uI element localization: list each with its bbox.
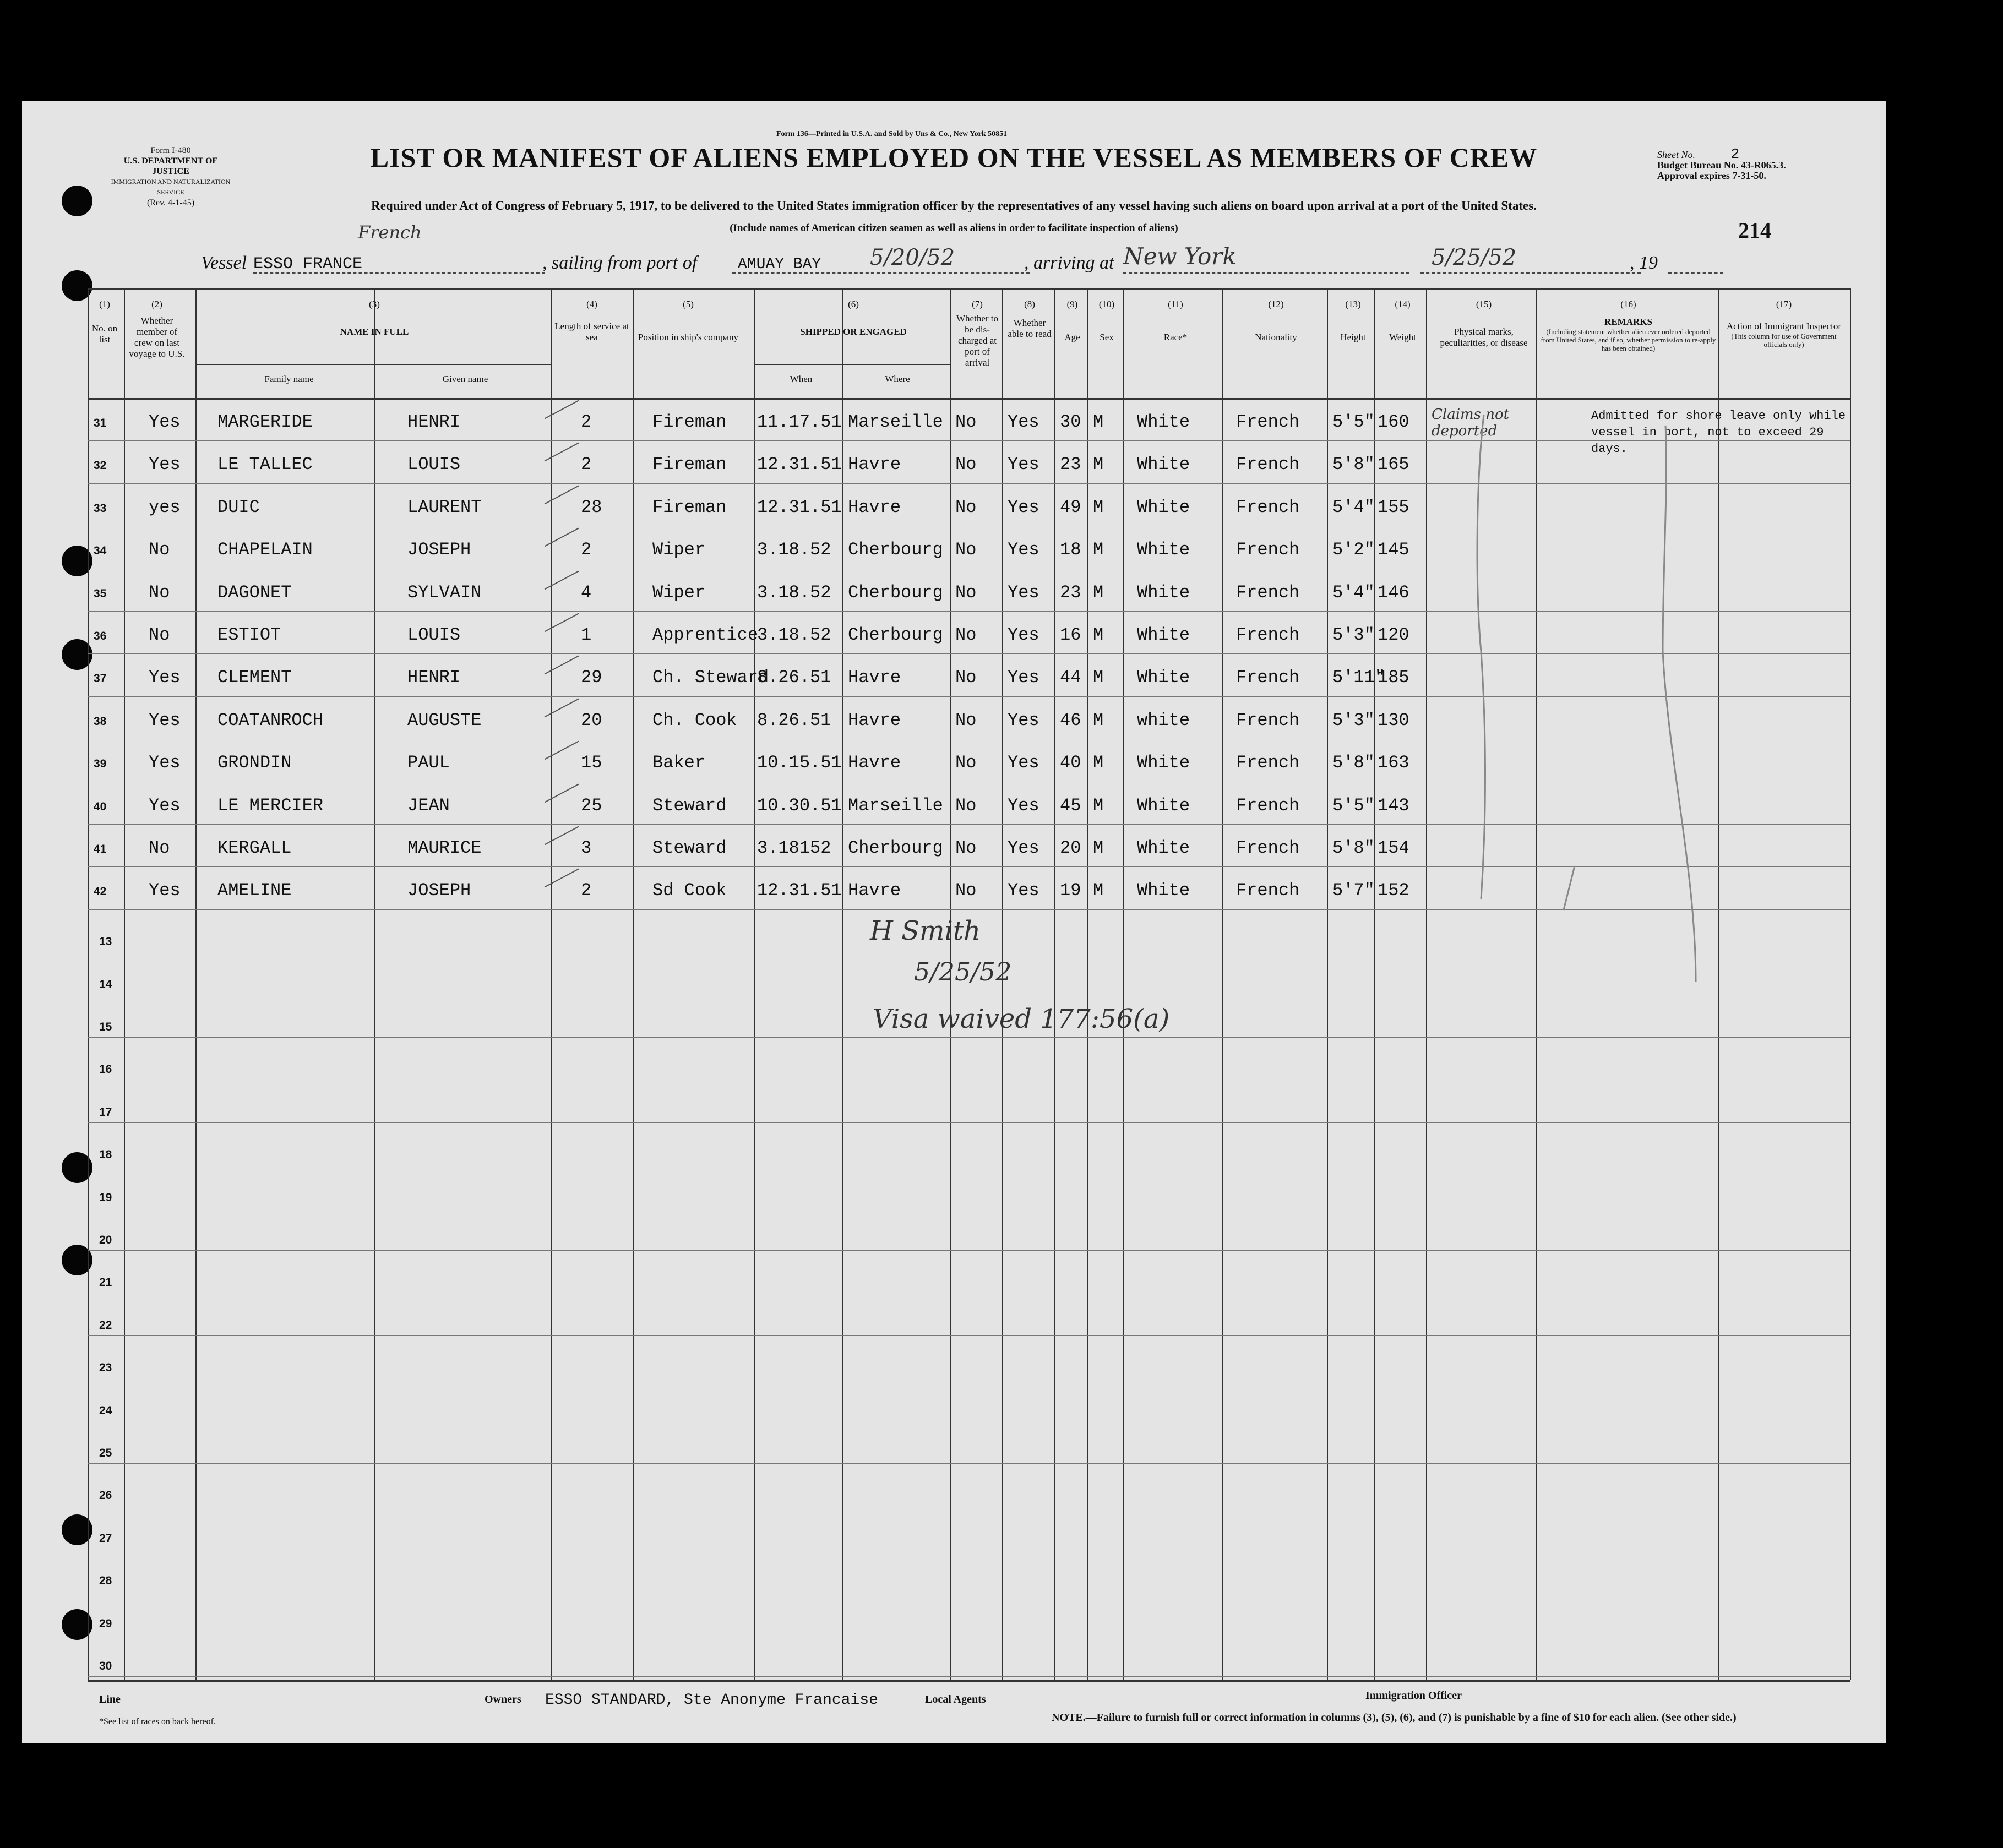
cell-family-name: ESTIOT	[217, 625, 281, 645]
cell-discharged: No	[955, 753, 977, 773]
remarks-text: Admitted for shore leave only while vessel in port, not to exceed 29 days.	[1591, 409, 1846, 456]
cell-prev-voyage: No	[149, 582, 170, 603]
row-number: 17	[99, 1106, 112, 1119]
cell-able-to-read: Yes	[1008, 454, 1039, 475]
row-number: 42	[94, 885, 107, 898]
cell-shipped-where: Havre	[848, 753, 901, 773]
col-9-number: (9)	[1066, 299, 1078, 309]
cell-discharged: No	[955, 497, 977, 517]
cell-position: Ch. Cook	[652, 710, 737, 731]
col-14-label: Weight	[1389, 332, 1416, 342]
footer-agents-label: Local Agents	[925, 1693, 986, 1705]
cell-race: White	[1137, 625, 1190, 645]
cell-race: White	[1137, 880, 1190, 901]
col-14-number: (14)	[1395, 299, 1411, 309]
cell-weight: 130	[1378, 710, 1409, 731]
footer-owners-value: ESSO STANDARD, Ste Anonyme Francaise	[545, 1692, 878, 1709]
cell-nationality: French	[1236, 582, 1300, 603]
col-1-number: (1)	[99, 299, 110, 309]
cell-shipped-when: 12.31.51	[757, 880, 842, 901]
signature-date: 5/25/52	[914, 957, 1012, 986]
row-number: 25	[99, 1447, 112, 1459]
cell-discharged: No	[955, 412, 977, 432]
given-name-header: Given name	[442, 374, 488, 384]
budget-bureau: Budget Bureau No. 43-R065.3.	[1657, 160, 1786, 171]
cell-discharged: No	[955, 454, 977, 475]
cell-service-length: 4	[581, 582, 592, 603]
cell-prev-voyage: Yes	[149, 710, 181, 731]
cell-race: White	[1137, 838, 1190, 858]
cell-shipped-where: Cherbourg	[848, 539, 943, 560]
year-label: , 19	[1630, 253, 1658, 273]
cell-service-length: 2	[581, 880, 592, 901]
form-id: Form I-480	[150, 146, 191, 155]
cell-prev-voyage: No	[149, 539, 170, 560]
cell-weight: 143	[1378, 795, 1409, 816]
arrival-date: 5/25/52	[1432, 245, 1517, 270]
revision: (Rev. 4-1-45)	[146, 198, 195, 208]
cell-sex: M	[1093, 753, 1104, 773]
cell-height: 5'4"	[1332, 582, 1375, 603]
cell-sex: M	[1093, 412, 1104, 432]
cell-prev-voyage: Yes	[149, 753, 181, 773]
col-2-label: Whether member of crew on last voyage to U.S.	[129, 315, 185, 359]
cell-sex: M	[1093, 582, 1104, 603]
cell-shipped-when: 10.30.51	[757, 795, 842, 816]
col-17-label: Action of Immigrant Inspector	[1726, 321, 1842, 331]
cell-age: 19	[1060, 880, 1081, 901]
col-9-label: Age	[1064, 332, 1080, 342]
row-number: 27	[99, 1532, 112, 1545]
cell-shipped-when: 12.31.51	[757, 454, 842, 475]
col-8-number: (8)	[1024, 299, 1035, 309]
cell-service-length: 20	[581, 710, 602, 731]
stamp-number: 214	[1738, 218, 1771, 243]
cell-position: Ch. Steward	[652, 667, 769, 688]
col-10-number: (10)	[1098, 299, 1115, 309]
cell-shipped-when: 11.17.51	[757, 412, 842, 432]
footer-note: NOTE.—Failure to furnish full or correct information in columns (3), (5), (6), and (7) is punishable by a fine of $10 for each alien. (See other side.)	[1052, 1711, 1737, 1724]
row-number: 36	[94, 630, 107, 642]
cell-weight: 146	[1378, 582, 1409, 603]
cell-able-to-read: Yes	[1008, 710, 1039, 731]
cell-given-name: LOUIS	[407, 625, 461, 645]
cell-given-name: AUGUSTE	[407, 710, 482, 731]
col-15-label: Physical marks, peculiarities, or disease	[1440, 326, 1528, 348]
col-15-number: (15)	[1476, 299, 1492, 309]
cell-age: 16	[1060, 625, 1081, 645]
row-number: 34	[94, 544, 107, 557]
cell-prev-voyage: Yes	[149, 412, 181, 432]
row-number: 28	[99, 1574, 112, 1587]
col-10-label: Sex	[1100, 332, 1114, 342]
cell-service-length: 28	[581, 497, 602, 517]
sailing-port: AMUAY BAY	[738, 256, 821, 273]
row-number: 15	[99, 1021, 112, 1033]
cell-family-name: CLEMENT	[217, 667, 292, 688]
cell-family-name: DAGONET	[217, 582, 292, 603]
cell-nationality: French	[1236, 497, 1300, 517]
row-number: 14	[99, 978, 112, 991]
cell-able-to-read: Yes	[1008, 582, 1039, 603]
cell-service-length: 29	[581, 667, 602, 688]
cell-sex: M	[1093, 497, 1104, 517]
cell-able-to-read: Yes	[1008, 795, 1039, 816]
col-12-number: (12)	[1268, 299, 1284, 309]
vessel-hand-note: French	[358, 222, 422, 243]
cell-able-to-read: Yes	[1008, 838, 1039, 858]
cell-age: 20	[1060, 838, 1081, 858]
cell-position: Baker	[652, 753, 706, 773]
cell-given-name: MAURICE	[407, 838, 482, 858]
sailing-date: 5/20/52	[870, 245, 955, 270]
cell-sex: M	[1093, 795, 1104, 816]
cell-nationality: French	[1236, 795, 1300, 816]
cell-position: Fireman	[652, 454, 727, 475]
cell-age: 18	[1060, 539, 1081, 560]
col-3-number: (3)	[369, 299, 380, 309]
col-11-label: Race*	[1163, 332, 1188, 342]
col-17-number: (17)	[1776, 299, 1792, 309]
cell-position: Fireman	[652, 497, 727, 517]
cell-weight: 120	[1378, 625, 1409, 645]
col-4-number: (4)	[586, 299, 597, 309]
col-16-note: (Including statement whether alien ever ordered deported from United States, and if so, whether permission to re-apply has been obtained)	[1541, 328, 1716, 352]
cell-able-to-read: Yes	[1008, 753, 1039, 773]
cell-position: Wiper	[652, 582, 706, 603]
vessel-name: ESSO FRANCE	[253, 255, 363, 274]
cell-prev-voyage: yes	[149, 497, 181, 517]
sheet-label: Sheet No.	[1657, 149, 1695, 160]
cell-given-name: PAUL	[407, 753, 450, 773]
cell-family-name: AMELINE	[217, 880, 292, 901]
form-note: (Include names of American citizen seamen as well as aliens in order to facilitate inspection of aliens)	[730, 222, 1178, 234]
cell-given-name: JOSEPH	[407, 880, 471, 901]
row-number: 22	[99, 1319, 112, 1332]
cell-height: 5'4"	[1332, 497, 1375, 517]
cell-discharged: No	[955, 582, 977, 603]
cell-given-name: JEAN	[407, 795, 450, 816]
cell-nationality: French	[1236, 454, 1300, 475]
row-number: 30	[99, 1660, 112, 1672]
cell-prev-voyage: Yes	[149, 880, 181, 901]
row-number: 37	[94, 672, 107, 685]
manifest-sheet	[22, 101, 1886, 1743]
cell-shipped-when: 8.26.51	[757, 667, 831, 688]
cell-sex: M	[1093, 710, 1104, 731]
cell-shipped-when: 10.15.51	[757, 753, 842, 773]
cell-able-to-read: Yes	[1008, 625, 1039, 645]
col-13-number: (13)	[1345, 299, 1361, 309]
row-number: 26	[99, 1489, 112, 1502]
cell-height: 5'3"	[1332, 625, 1375, 645]
cell-able-to-read: Yes	[1008, 880, 1039, 901]
footer-line-label: Line	[99, 1693, 121, 1705]
cell-able-to-read: Yes	[1008, 497, 1039, 517]
cell-discharged: No	[955, 625, 977, 645]
cell-weight: 154	[1378, 838, 1409, 858]
cell-height: 5'7"	[1332, 880, 1375, 901]
row-number: 21	[99, 1276, 112, 1289]
service: IMMIGRATION AND NATURALIZATION SERVICE	[111, 178, 231, 196]
cell-shipped-where: Havre	[848, 880, 901, 901]
sheet-number: 2	[1730, 146, 1740, 162]
cell-shipped-when: 3.18152	[757, 838, 831, 858]
cell-race: White	[1137, 539, 1190, 560]
col-6-label: SHIPPED OR ENGAGED	[800, 326, 907, 337]
cell-family-name: CHAPELAIN	[217, 539, 313, 560]
cell-able-to-read: Yes	[1008, 667, 1039, 688]
cell-service-length: 2	[581, 454, 592, 475]
cell-service-length: 3	[581, 838, 592, 858]
cell-shipped-when: 3.18.52	[757, 539, 831, 560]
row-number: 23	[99, 1361, 112, 1374]
cell-prev-voyage: Yes	[149, 795, 181, 816]
cell-sex: M	[1093, 838, 1104, 858]
cell-service-length: 2	[581, 539, 592, 560]
cell-age: 30	[1060, 412, 1081, 432]
col-6-number: (6)	[848, 299, 859, 309]
cell-weight: 160	[1378, 412, 1409, 432]
cell-race: White	[1137, 497, 1190, 517]
when-header: When	[790, 374, 813, 384]
row-number: 33	[94, 502, 107, 515]
cell-race: White	[1137, 667, 1190, 688]
cell-height: 5'8"	[1332, 838, 1375, 858]
cell-nationality: French	[1236, 412, 1300, 432]
cell-given-name: HENRI	[407, 667, 461, 688]
row-number: 31	[94, 417, 107, 429]
cell-nationality: French	[1236, 753, 1300, 773]
row-number: 16	[99, 1063, 112, 1076]
col-8-label: Whether able to read	[1008, 318, 1052, 339]
col-5-number: (5)	[683, 299, 694, 309]
cell-age: 49	[1060, 497, 1081, 517]
col-4-label: Length of service at sea	[554, 321, 629, 342]
cell-shipped-where: Cherbourg	[848, 625, 943, 645]
form-title: LIST OR MANIFEST OF ALIENS EMPLOYED ON THE VESSEL AS MEMBERS OF CREW	[370, 142, 1538, 173]
cell-sex: M	[1093, 454, 1104, 475]
footer-officer-label: Immigration Officer	[1365, 1689, 1462, 1702]
cell-given-name: HENRI	[407, 412, 461, 432]
cell-family-name: GRONDIN	[217, 753, 292, 773]
row-number: 13	[99, 935, 112, 948]
cell-discharged: No	[955, 667, 977, 688]
cell-family-name: COATANROCH	[217, 710, 324, 731]
arrival-port: New York	[1123, 243, 1237, 270]
family-name-header: Family name	[264, 374, 314, 384]
cell-shipped-where: Cherbourg	[848, 582, 943, 603]
row-number: 35	[94, 587, 107, 600]
department: U.S. DEPARTMENT OF JUSTICE	[123, 156, 218, 176]
cell-given-name: LAURENT	[407, 497, 482, 517]
pencil-marks	[22, 101, 1886, 1743]
col-16-number: (16)	[1620, 299, 1636, 309]
row-number: 29	[99, 1617, 112, 1630]
cell-shipped-when: 12.31.51	[757, 497, 842, 517]
col-5-label: Position in ship's company	[638, 332, 739, 342]
cell-height: 5'5"	[1332, 412, 1375, 432]
cell-family-name: KERGALL	[217, 838, 292, 858]
cell-height: 5'8"	[1332, 454, 1375, 475]
row-number: 39	[94, 757, 107, 770]
col-11-number: (11)	[1168, 299, 1183, 309]
cell-prev-voyage: No	[149, 625, 170, 645]
cell-weight: 145	[1378, 539, 1409, 560]
cell-age: 23	[1060, 582, 1081, 603]
arriving-label: , arriving at	[1024, 253, 1114, 273]
cell-family-name: DUIC	[217, 497, 260, 517]
cell-height: 5'5"	[1332, 795, 1375, 816]
footer-races-note: *See list of races on back hereof.	[99, 1717, 216, 1726]
cell-discharged: No	[955, 838, 977, 858]
cell-service-length: 2	[581, 412, 592, 432]
physical-marks-note: Claims not deported	[1432, 406, 1510, 439]
cell-given-name: SYLVAIN	[407, 582, 482, 603]
cell-prev-voyage: No	[149, 838, 170, 858]
cell-shipped-where: Havre	[848, 454, 901, 475]
cell-nationality: French	[1236, 880, 1300, 901]
cell-age: 40	[1060, 753, 1081, 773]
cell-family-name: LE MERCIER	[217, 795, 324, 816]
cell-given-name: LOUIS	[407, 454, 461, 475]
cell-race: White	[1137, 795, 1190, 816]
cell-age: 23	[1060, 454, 1081, 475]
cell-age: 46	[1060, 710, 1081, 731]
cell-race: White	[1137, 582, 1190, 603]
cell-prev-voyage: Yes	[149, 667, 181, 688]
footer-owners-label: Owners	[485, 1693, 521, 1705]
cell-weight: 155	[1378, 497, 1409, 517]
col-17-note: (This column for use of Government officials only)	[1731, 332, 1837, 348]
cell-sex: M	[1093, 539, 1104, 560]
col-7-number: (7)	[972, 299, 983, 309]
cell-shipped-where: Marseille	[848, 412, 943, 432]
cell-position: Steward	[652, 838, 727, 858]
cell-weight: 185	[1378, 667, 1409, 688]
cell-race: White	[1137, 753, 1190, 773]
cell-able-to-read: Yes	[1008, 539, 1039, 560]
cell-nationality: French	[1236, 539, 1300, 560]
cell-weight: 163	[1378, 753, 1409, 773]
row-number: 38	[94, 715, 107, 728]
col-13-label: Height	[1340, 332, 1366, 342]
cell-shipped-when: 3.18.52	[757, 625, 831, 645]
cell-position: Apprentice	[652, 625, 759, 645]
cell-race: White	[1137, 454, 1190, 475]
cell-height: 5'8"	[1332, 753, 1375, 773]
cell-nationality: French	[1236, 838, 1300, 858]
row-number: 40	[94, 800, 107, 813]
cell-nationality: French	[1236, 710, 1300, 731]
approval-expiry: Approval expires 7-31-50.	[1657, 170, 1766, 181]
row-number: 18	[99, 1148, 112, 1161]
cell-position: Sd Cook	[652, 880, 727, 901]
cell-position: Steward	[652, 795, 727, 816]
cell-position: Fireman	[652, 412, 727, 432]
cell-position: Wiper	[652, 539, 706, 560]
col-16-label: REMARKS	[1604, 317, 1652, 327]
cell-discharged: No	[955, 539, 977, 560]
cell-shipped-where: Marseille	[848, 795, 943, 816]
cell-race: white	[1137, 710, 1190, 731]
cell-age: 45	[1060, 795, 1081, 816]
cell-sex: M	[1093, 625, 1104, 645]
signature: H Smith	[870, 915, 981, 946]
col-7-label: Whether to be dis-charged at port of arrival	[956, 313, 998, 368]
cell-discharged: No	[955, 710, 977, 731]
row-number: 19	[99, 1191, 112, 1204]
row-number: 32	[94, 459, 107, 472]
cell-shipped-where: Havre	[848, 497, 901, 517]
cell-weight: 152	[1378, 880, 1409, 901]
col-2-number: (2)	[151, 299, 162, 309]
cell-shipped-where: Havre	[848, 710, 901, 731]
cell-height: 5'2"	[1332, 539, 1375, 560]
row-number: 24	[99, 1404, 112, 1417]
cell-height: 5'3"	[1332, 710, 1375, 731]
cell-age: 44	[1060, 667, 1081, 688]
row-number: 20	[99, 1234, 112, 1246]
cell-sex: M	[1093, 667, 1104, 688]
cell-nationality: French	[1236, 625, 1300, 645]
cell-sex: M	[1093, 880, 1104, 901]
cell-service-length: 1	[581, 625, 592, 645]
cell-height: 5'11"	[1332, 667, 1386, 688]
sailing-label: , sailing from port of	[542, 253, 698, 273]
visa-waiver-note: Visa waived 177:56(a)	[873, 1004, 1170, 1034]
cell-shipped-when: 8.26.51	[757, 710, 831, 731]
cell-discharged: No	[955, 795, 977, 816]
cell-able-to-read: Yes	[1008, 412, 1039, 432]
cell-race: White	[1137, 412, 1190, 432]
cell-prev-voyage: Yes	[149, 454, 181, 475]
form-subtitle: Required under Act of Congress of February 5, 1917, to be delivered to the United States immigration officer by the representatives of any vessel having such aliens on board upon arrival at a port of the United States.	[371, 199, 1537, 212]
col-1-label: No. on list	[91, 323, 118, 345]
cell-weight: 165	[1378, 454, 1409, 475]
col-3-label: NAME IN FULL	[340, 326, 409, 337]
col-12-label: Nationality	[1255, 332, 1297, 342]
cell-family-name: MARGERIDE	[217, 412, 313, 432]
cell-family-name: LE TALLEC	[217, 454, 313, 475]
cell-nationality: French	[1236, 667, 1300, 688]
cell-given-name: JOSEPH	[407, 539, 471, 560]
vessel-label: Vessel	[201, 253, 247, 273]
cell-discharged: No	[955, 880, 977, 901]
cell-service-length: 15	[581, 753, 602, 773]
cell-shipped-when: 3.18.52	[757, 582, 831, 603]
where-header: Where	[885, 374, 910, 384]
cell-shipped-where: Cherbourg	[848, 838, 943, 858]
printer-line: Form 136—Printed in U.S.A. and Sold by Uns & Co., New York 50851	[776, 130, 1008, 138]
row-number: 41	[94, 843, 107, 855]
cell-shipped-where: Havre	[848, 667, 901, 688]
cell-service-length: 25	[581, 795, 602, 816]
